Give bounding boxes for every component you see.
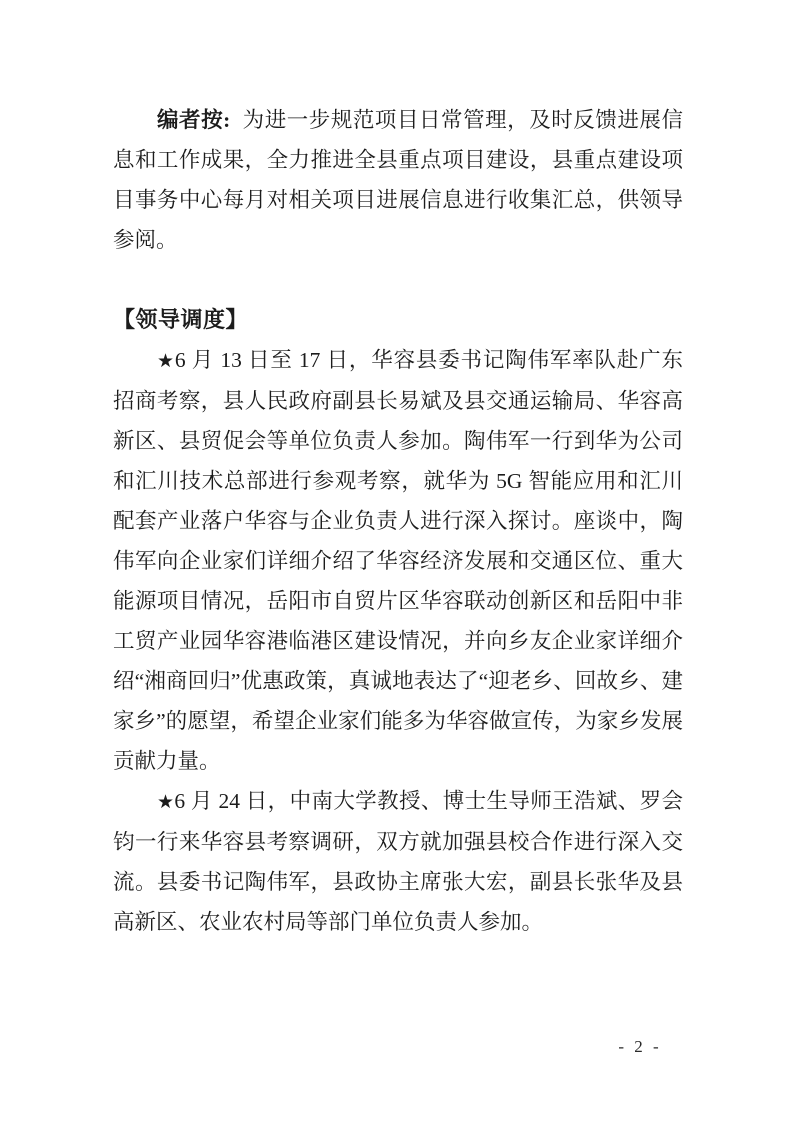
news-item-text: 6 月 24 日，中南大学教授、博士生导师王浩斌、罗会钧一行来华容县考察调研，双方就加强县校合作进行深入交流。县委书记陶伟军，县政协主席张大宏，副县长张华及县高新区、农业农村局等部门单位负责人参加。 [113, 789, 683, 934]
page-number: - 2 - [618, 1037, 662, 1056]
editor-note-label: 编者按: [157, 108, 231, 132]
document-body [113, 100, 683, 942]
section-heading-leadership-dispatch: 【领导调度】 [113, 307, 249, 332]
editor-note-paragraph [113, 100, 683, 260]
editor-note-text: 为进一步规范项目日常管理，及时反馈进展信息和工作成果，全力推进全县重点项目建设，县重点建设项目事务中心每月对相关项目进展信息进行收集汇总，供领导参阅。 [113, 108, 683, 252]
news-item [113, 781, 683, 942]
star-bullet-icon: ★ [157, 791, 175, 813]
star-bullet-icon: ★ [157, 350, 175, 372]
news-item-text: 6 月 13 日至 17 日，华容县委书记陶伟军率队赴广东招商考察，县人民政府副县长易斌及县交通运输局、华容高新区、县贸促会等单位负责人参加。陶伟军一行到华为公司和汇川技术总部进行参观考察，就华为 5G 智能应用和汇川配套产业落户华容与企业负责人进行深入探讨。座谈中，陶伟军向企业家们详细介绍了华容经济发展和交通区位、重大能源项目情况，岳阳市自贸片区华容联动创新区和岳阳中非工贸产业园华容港临港区建设情况，并向乡友企业家详细介绍“湘商回归”优惠政策，真诚地表达了“迎老乡、回故乡、建家乡”的愿望，希望企业家们能多为华容做宣传，为家乡发展贡献力量。 [113, 348, 683, 773]
news-item [113, 340, 683, 781]
